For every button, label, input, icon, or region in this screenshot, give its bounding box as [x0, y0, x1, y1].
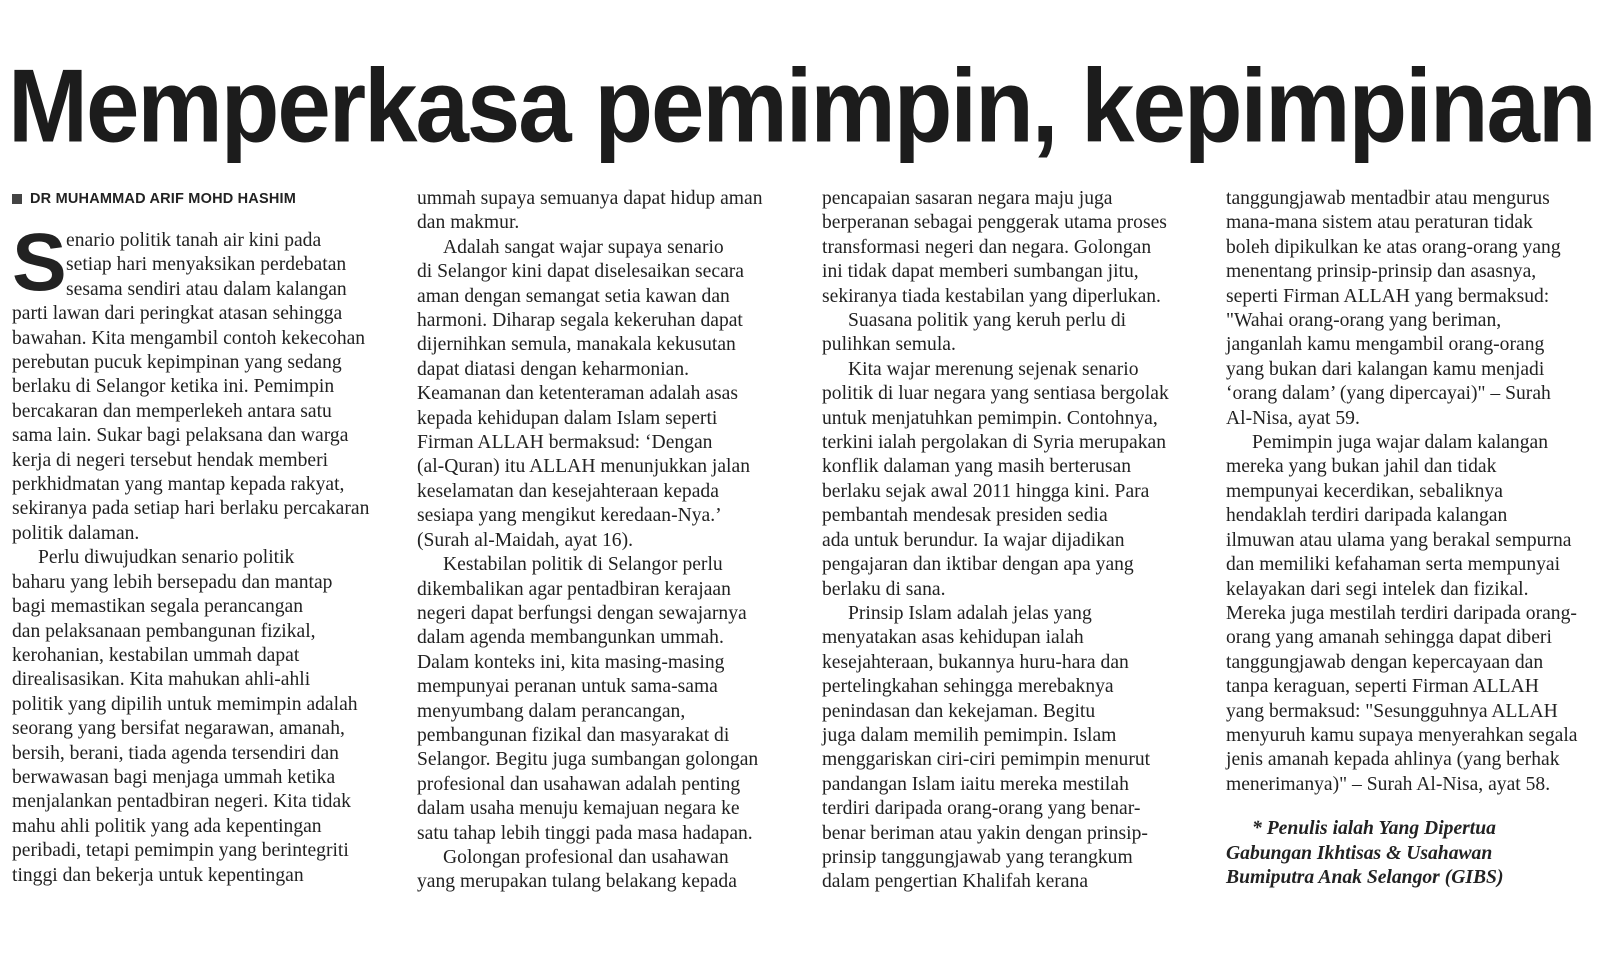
dropcap-paragraph [12, 217, 390, 308]
text-line: politik yang dipilih untuk memimpin adalah [12, 693, 358, 715]
text-line: setiap hari menyaksikan perdebatan [66, 254, 347, 276]
text-line: menjalankan pentadbiran negeri. Kita tidak [12, 791, 351, 813]
text-line: Prinsip Islam adalah jelas yang [848, 602, 1092, 624]
text-line: seperti Firman ALLAH yang bermaksud: [1226, 285, 1550, 307]
text-line: dan makmur. [417, 212, 520, 234]
text-line: dalam pengertian Khalifah kerana [822, 871, 1089, 893]
text-line: pengajaran dan iktibar dengan apa yang [822, 554, 1134, 576]
text-line: politik dalaman. [12, 522, 140, 544]
author-note-line: Bumiputra Anak Selangor (GIBS) [1226, 866, 1504, 888]
text-line: tanpa keraguan, seperti Firman ALLAH [1226, 676, 1539, 698]
text-line: bersih, berani, tiada agenda tersendiri dan [12, 742, 339, 764]
text-line: prinsip tanggungjawab yang terangkum [822, 846, 1133, 868]
author-note-line: * Penulis ialah Yang Dipertua [1252, 818, 1496, 840]
text-line: boleh dipikulkan ke atas orang-orang yang [1226, 236, 1561, 258]
text-line: ummah supaya semuanya dapat hidup aman [417, 188, 763, 209]
column-4 [1226, 187, 1600, 890]
text-line: Keamanan dan ketenteraman adalah asas [417, 383, 738, 405]
author-note [1226, 817, 1600, 890]
text-line: satu tahap lebih tinggi pada masa hadapan. [417, 822, 753, 844]
text-line: menyuruh kamu supaya menyerahkan segala [1226, 724, 1578, 746]
text-line: dapat diatasi dengan keharmonian. [417, 358, 690, 380]
text-line: tanggungjawab dengan kepercayaan dan [1226, 651, 1544, 673]
text-line: Al-Nisa, ayat 59. [1226, 407, 1360, 429]
text-line: orang yang amanah sehingga dapat diberi [1226, 627, 1552, 649]
text-line: Golongan profesional dan usahawan [443, 846, 729, 868]
text-line: sekiranya tiada kestabilan yang diperlukan. [822, 285, 1161, 307]
byline-square-icon [12, 194, 22, 204]
text-line: konflik dalaman yang masih berterusan [822, 456, 1132, 478]
text-line: perebutan pucuk kepimpinan yang sedang [12, 352, 342, 374]
text-line: harmoni. Diharap segala kekeruhan dapat [417, 310, 743, 332]
text-line: "Wahai orang-orang yang beriman, [1226, 310, 1502, 332]
text-line: peribadi, tetapi pemimpin yang berintegriti [12, 840, 349, 862]
text-line: perkhidmatan yang mantap kepada rakyat, [12, 474, 345, 496]
text-line: sesiapa yang mengikut keredaan-Nya.’ [417, 505, 722, 527]
text-line: dikembalikan agar pentadbiran kerajaan [417, 578, 731, 600]
text-line: pembantah mendesak presiden sedia [822, 505, 1108, 527]
text-line: Selangor. Begitu juga sumbangan golongan [417, 749, 759, 771]
byline [12, 187, 390, 211]
text-line: Perlu diwujudkan senario politik [38, 547, 295, 569]
text-line: jenis amanah kepada ahlinya (yang berhak [1226, 749, 1560, 771]
text-line: pencapaian sasaran negara maju juga [822, 188, 1113, 209]
text-line: (Surah al-Maidah, ayat 16). [417, 529, 634, 551]
text-line: Adalah sangat wajar supaya senario [443, 236, 724, 258]
text-line: kerohanian, kestabilan ummah dapat [12, 644, 300, 666]
text-line: tanggungjawab mentadbir atau mengurus [1226, 188, 1550, 209]
text-line: yang merupakan tulang belakang kepada [417, 871, 737, 893]
text-line: terkini ialah pergolakan di Syria merupakan [822, 432, 1167, 454]
text-line: benar beriman atau yakin dengan prinsip- [822, 822, 1148, 844]
text-line: pertelingkahan sehingga merebaknya [822, 676, 1114, 698]
text-line: kesejahteraan, bukannya huru-hara dan [822, 651, 1129, 673]
text-line: penindasan dan kekejaman. Begitu [822, 700, 1096, 722]
text-line: aman dengan semangat setia kawan dan [417, 285, 730, 307]
text-line: kerja di negeri tersebut hendak memberi [12, 449, 329, 471]
text-line: berlaku di sana. [822, 578, 946, 600]
drop-cap: S [12, 217, 67, 308]
text-line: mempunyai kecerdikan, sebaliknya [1226, 480, 1503, 502]
text-line: menyumbang dalam perancangan, [417, 700, 686, 722]
text-line: ini tidak dapat memberi sumbangan jitu, [822, 261, 1139, 283]
column-2 [417, 187, 795, 895]
text-line: berperanan sebagai penggerak utama proses [822, 212, 1167, 234]
byline-text: DR MUHAMMAD ARIF MOHD HASHIM [30, 191, 297, 207]
text-line: parti lawan dari peringkat atasan sehingga [12, 303, 343, 325]
text-line: menggariskan ciri-ciri pemimpin menurut [822, 749, 1151, 771]
text-line: mahu ahli politik yang ada kepentingan [12, 815, 322, 837]
text-line: dalam usaha menuju kemajuan negara ke [417, 798, 740, 820]
text-line: dalam agenda membangunkan ummah. [417, 627, 724, 649]
text-line: mana-mana sistem atau peraturan tidak [1226, 212, 1533, 234]
text-line: pembangunan fizikal dan masyarakat di [417, 724, 730, 746]
text-line: politik di luar negara yang sentiasa bergolak [822, 383, 1169, 405]
text-line: (al-Quran) itu ALLAH menunjukkan jalan [417, 456, 750, 478]
text-line: terdiri daripada orang-orang yang benar- [822, 798, 1141, 820]
text-line: Pemimpin juga wajar dalam kalangan [1252, 432, 1548, 454]
text-line: bawahan. Kita mengambil contoh kekecohan [12, 327, 366, 349]
text-line: berlaku sejak awal 2011 hingga kini. Para [822, 480, 1150, 502]
text-line: keselamatan dan kesejahteraan kepada [417, 480, 719, 502]
text-line: dijernihkan semula, manakala kekusutan [417, 334, 736, 356]
text-line: direalisasikan. Kita mahukan ahli-ahli [12, 669, 311, 691]
text-line: yang bermaksud: "Sesungguhnya ALLAH [1226, 700, 1558, 722]
text-line: dan pelaksanaan pembangunan fizikal, [12, 620, 316, 642]
text-line: hendaklah terdiri daripada kalangan [1226, 505, 1508, 527]
text-line: ilmuwan atau ulama yang berakal sempurna [1226, 529, 1572, 551]
text-line: di Selangor kini dapat diselesaikan secara [417, 261, 744, 283]
text-line: kelayakan dari segi intelek dan fizikal. [1226, 578, 1529, 600]
text-line: menerimanya)" – Surah Al-Nisa, ayat 58. [1226, 773, 1551, 795]
text-line: Mereka juga mestilah terdiri daripada orang- [1226, 602, 1577, 624]
text-line: kepada kehidupan dalam Islam seperti [417, 407, 718, 429]
text-line: seorang yang bersifat negarawan, amanah, [12, 718, 345, 740]
text-line: dan memiliki kefahaman serta mempunyai [1226, 554, 1561, 576]
text-line: sama lain. Sukar bagi pelaksana dan warga [12, 425, 349, 447]
column-1 [12, 187, 390, 888]
text-line: juga dalam memilih pemimpin. Islam [822, 724, 1117, 746]
headline: Memperkasa pemimpin, kepimpinan [8, 48, 1595, 165]
text-line: enario politik tanah air kini pada [66, 230, 322, 251]
text-line: Firman ALLAH bermaksud: ‘Dengan [417, 432, 713, 454]
text-line: pulihkan semula. [822, 334, 956, 356]
text-line: ada untuk berundur. Ia wajar dijadikan [822, 529, 1125, 551]
text-line: menentang prinsip-prinsip dan asasnya, [1226, 261, 1537, 283]
text-line: berlaku di Selangor ketika ini. Pemimpin [12, 376, 335, 398]
text-line: tinggi dan bekerja untuk kepentingan [12, 864, 304, 886]
text-line: bagi memastikan segala perancangan [12, 596, 304, 618]
text-line: ‘orang dalam’ (yang dipercayai)" – Surah [1226, 383, 1551, 405]
text-line: menyatakan asas kehidupan ialah [822, 627, 1084, 649]
text-line: mempunyai peranan untuk sama-sama [417, 676, 718, 698]
text-line: bercakaran dan memperlekeh antara satu [12, 400, 332, 422]
text-line: untuk menjatuhkan pemimpin. Contohnya, [822, 407, 1158, 429]
text-line: berwawasan bagi menjaga ummah ketika [12, 766, 336, 788]
text-line: yang bukan dari kalangan kamu menjadi [1226, 358, 1545, 380]
text-line: sesama sendiri atau dalam kalangan [66, 278, 347, 300]
text-line: baharu yang lebih bersepadu dan mantap [12, 571, 333, 593]
text-line: janganlah kamu mengambil orang-orang [1226, 334, 1545, 356]
text-line: sekiranya pada setiap hari berlaku percakaran [12, 498, 370, 520]
author-note-line: Gabungan Ikhtisas & Usahawan [1226, 842, 1493, 864]
text-line: negeri dapat berfungsi dengan sewajarnya [417, 602, 747, 624]
text-line: profesional dan usahawan adalah penting [417, 773, 741, 795]
text-line: Dalam konteks ini, kita masing-masing [417, 651, 725, 673]
text-line: mereka yang bukan jahil dan tidak [1226, 456, 1497, 478]
text-line: Kestabilan politik di Selangor perlu [443, 554, 723, 576]
column-3 [822, 187, 1200, 895]
text-line: Kita wajar merenung sejenak senario [848, 358, 1139, 380]
text-line: transformasi negeri dan negara. Golongan [822, 236, 1152, 258]
text-line: pandangan Islam iaitu mereka mestilah [822, 773, 1129, 795]
text-line: Suasana politik yang keruh perlu di [848, 310, 1127, 332]
